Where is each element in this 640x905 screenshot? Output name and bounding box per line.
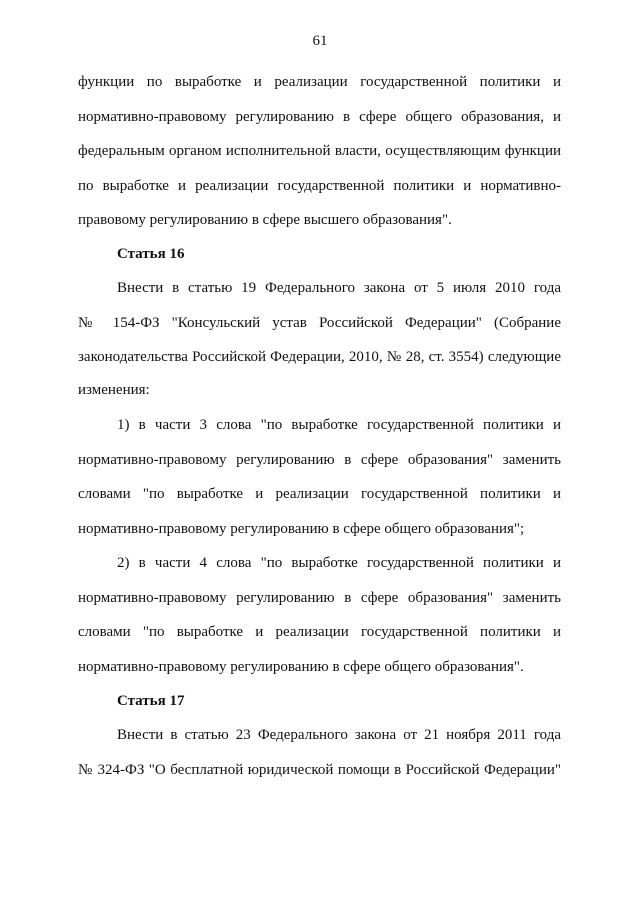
- text-line: правовому регулированию в сфере высшего образования".: [78, 212, 452, 228]
- text-line: нормативно-правовому регулированию в сфере образования" заменить: [78, 590, 561, 606]
- page-number: 61: [312, 33, 328, 49]
- list-item-line: 1) в части 3 слова "по выработке государственной политики и: [117, 417, 561, 433]
- article-heading: Статья 17: [117, 693, 185, 709]
- text-line: по выработке и реализации государственной политики и нормативно-: [78, 178, 561, 194]
- text-line: изменения:: [78, 382, 150, 398]
- text-line: нормативно-правовому регулированию в сфере общего образования";: [78, 521, 525, 537]
- text-line: словами "по выработке и реализации государственной политики и: [78, 624, 561, 640]
- text-line: № 324-ФЗ "О бесплатной юридической помощи в Российской Федерации": [78, 762, 561, 778]
- text-line: законодательства Российской Федерации, 2010, № 28, ст. 3554) следующие: [78, 349, 561, 365]
- list-item-line: 2) в части 4 слова "по выработке государственной политики и: [117, 555, 561, 571]
- text-line: нормативно-правовому регулированию в сфере общего образования, и: [78, 109, 561, 125]
- text-line: функции по выработке и реализации государственной политики и: [78, 74, 561, 90]
- text-line: Внести в статью 23 Федерального закона от 21 ноября 2011 года: [117, 727, 561, 743]
- text-line: нормативно-правовому регулированию в сфере общего образования".: [78, 659, 524, 675]
- article-heading: Статья 16: [117, 246, 185, 262]
- text-line: № 154-ФЗ "Консульский устав Российской Федерации" (Собрание: [78, 315, 561, 331]
- text-line: федеральным органом исполнительной власти, осуществляющим функции: [78, 143, 561, 159]
- text-line: нормативно-правовому регулированию в сфере образования" заменить: [78, 452, 561, 468]
- text-line: Внести в статью 19 Федерального закона от 5 июля 2010 года: [117, 280, 561, 296]
- text-line: словами "по выработке и реализации государственной политики и: [78, 486, 561, 502]
